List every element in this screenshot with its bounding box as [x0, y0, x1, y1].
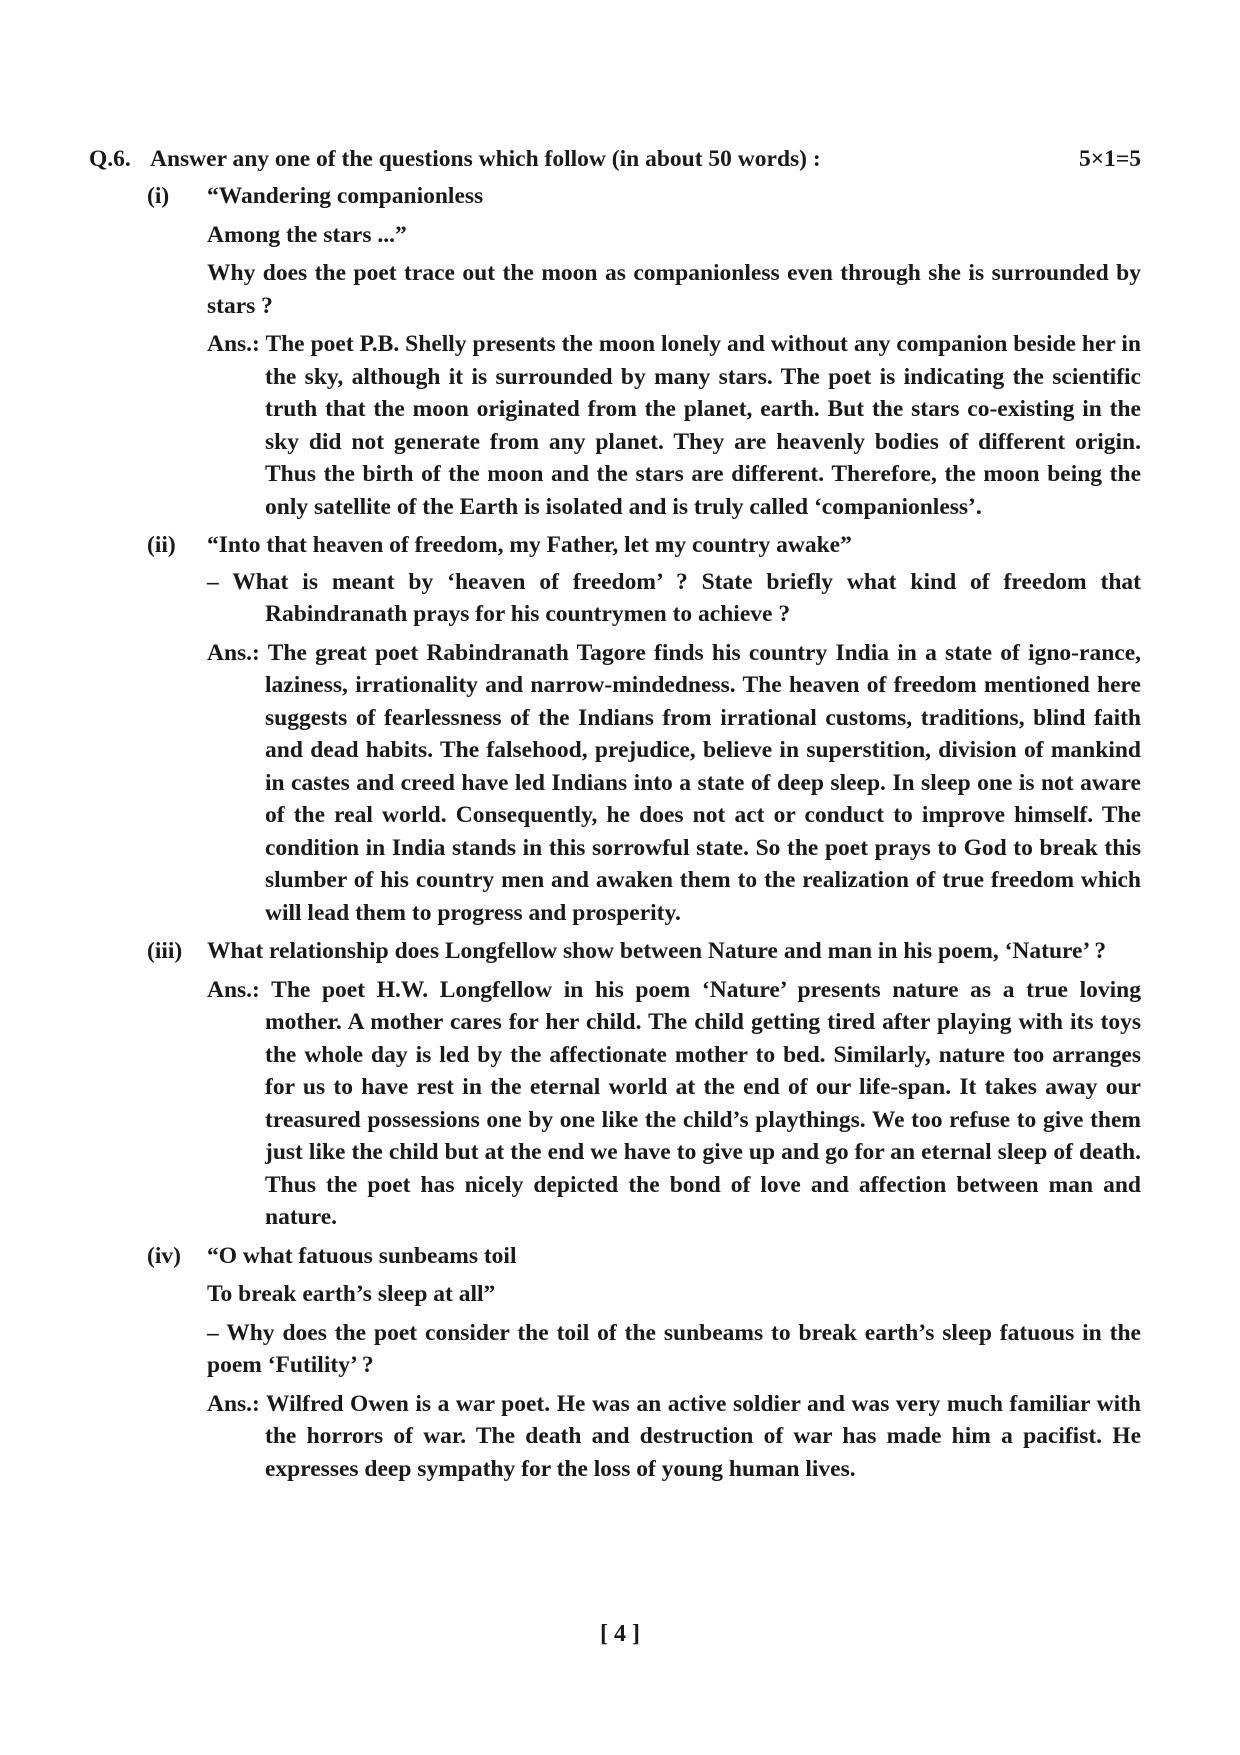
question-header: [89, 143, 1151, 180]
answer-paragraph: [207, 974, 1141, 1234]
answer-paragraph: [207, 328, 1141, 523]
question-marks: 5×1=5: [1078, 146, 1141, 172]
answer-text: Wilfred Owen is a war poet. He was an active soldier and was very much familiar with the horrors of war. The death and destruction of war has made him a pacifist. He expresses deep sympathy for the loss of young human lives.: [265, 1390, 1141, 1482]
subquestion-label: (iii): [147, 938, 183, 964]
subquestion-text: – Why does the poet consider the toil of the sunbeams to break earth’s sleep fatuous in the poem ‘Futility’ ?: [207, 1319, 1141, 1378]
subquestion-i: [89, 180, 1151, 523]
exam-page: [89, 143, 1151, 1485]
quote-line: “Into that heaven of freedom, my Father, let my country awake”: [207, 532, 852, 558]
quote-line: To break earth’s sleep at all”: [207, 1281, 496, 1307]
subquestion-label: (i): [147, 183, 170, 209]
answer-paragraph: [207, 637, 1141, 930]
question-instruction: Answer any one of the questions which follow (in about 50 words) :: [150, 146, 821, 172]
subquestion-text: – What is meant by ‘heaven of freedom’ ? State briefly what kind of freedom that Rabindranath prays for his countrymen to achieve ?: [207, 568, 1141, 627]
quote-line: Among the stars ...”: [207, 221, 407, 248]
answer-label: Ans.:: [207, 976, 260, 1003]
quote-line: “Wandering companionless: [207, 183, 484, 209]
subquestion-text: Why does the poet trace out the moon as companionless even through she is surrounded by stars ?: [207, 260, 1141, 319]
answer-label: Ans.:: [207, 1390, 260, 1417]
subquestion-ii: [89, 529, 1151, 929]
subquestion-text: What relationship does Longfellow show between Nature and man in his poem, ‘Nature’ ?: [207, 938, 1107, 964]
answer-label: Ans.:: [207, 331, 260, 357]
answer-paragraph: [207, 1388, 1141, 1486]
question-number: Q.6.: [89, 146, 131, 172]
answer-text: The poet H.W. Longfellow in his poem ‘Nature’ presents nature as a true loving mother. A mother cares for her child. The child getting tired after playing with its toys the whole day is led by the affectionate mother to bed. Similarly, nature too arranges for us to have rest in the eternal world at the end of our life-span. It takes away our treasured possessions one by one like the child’s playthings. We too refuse to give them just like the child but at the end we have to give up and go for an eternal sleep of death. Thus the poet has nicely depicted the bond of love and affection between man and nature.: [265, 976, 1141, 1230]
answer-text: The great poet Rabindranath Tagore finds his country India in a state of igno-rance, laziness, irrationality and narrow-mindedness. The heaven of freedom mentioned here suggests of fearlessness of the Indians from irrational customs, traditions, blind faith and dead habits. The falsehood, prejudice, believe in superstition, division of mankind in castes and creed have led Indians into a state of deep sleep. In sleep one is not aware of the real world. Consequently, he does not act or conduct to improve himself. The condition in India stands in this sorrowful state. So the poet prays to God to break this slumber of his country men and awaken them to the realization of true freedom which will lead them to progress and prosperity.: [265, 639, 1141, 926]
subquestion-iv: [89, 1240, 1151, 1486]
subquestion-label: (ii): [147, 532, 176, 558]
page-number: [ 4 ]: [600, 1621, 640, 1647]
subquestion-iii: [89, 935, 1151, 1234]
subquestion-label: (iv): [147, 1242, 181, 1269]
quote-line: “O what fatuous sunbeams toil: [207, 1242, 517, 1269]
answer-text: The poet P.B. Shelly presents the moon lonely and without any companion beside her in the sky, although it is surrounded by many stars. The poet is indicating the scientific truth that the moon originated from the planet, earth. But the stars co-existing in the sky did not generate from any planet. They are heavenly bodies of different origin. Thus the birth of the moon and the stars are different. Therefore, the moon being the only satellite of the Earth is isolated and is truly called ‘companionless’.: [265, 331, 1141, 520]
answer-label: Ans.:: [207, 639, 260, 666]
